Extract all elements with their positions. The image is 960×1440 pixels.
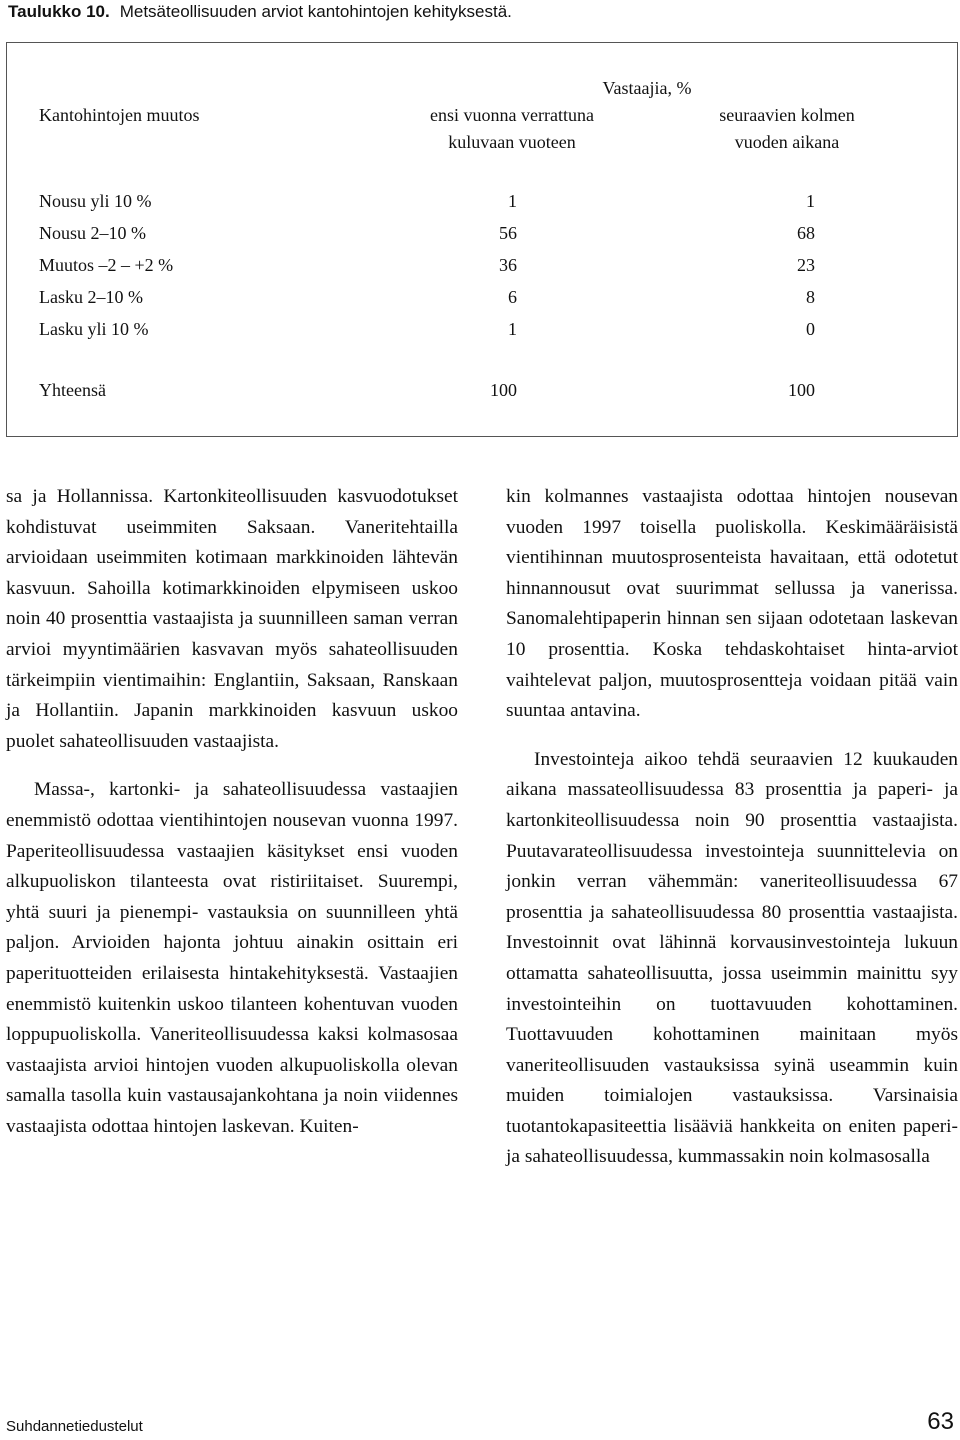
price-expectations-table	[6, 42, 958, 437]
row-label: Muutos –2 – +2 %	[39, 255, 174, 275]
left-text-column	[6, 482, 458, 1142]
cell-three-years: 68	[797, 223, 815, 243]
cell-three-years: 8	[806, 287, 815, 307]
row-label: Lasku yli 10 %	[39, 319, 149, 339]
table-caption	[8, 2, 948, 22]
table-title: Metsäteollisuuden arviot kantohintojen kehityksestä.	[119, 2, 512, 21]
publication-name: Suhdannetiedustelut	[6, 1418, 143, 1435]
cell-three-years: 1	[806, 191, 815, 211]
cell-next-year: 1	[508, 191, 517, 211]
col-header-three-years-line2: vuoden aikana	[734, 132, 840, 152]
cell-next-year: 1	[508, 319, 517, 339]
row-label: Lasku 2–10 %	[39, 287, 143, 307]
right-text-column	[506, 482, 958, 1173]
col-header-three-years-line1: seuraavien kolmen	[719, 105, 855, 125]
col-header-price-change: Kantohintojen muutos	[39, 105, 200, 125]
respondents-header: Vastaajia, %	[602, 78, 692, 98]
cell-three-years: 0	[806, 319, 815, 339]
col-header-next-year-line1: ensi vuonna verrattuna	[430, 105, 594, 125]
row-label: Nousu 2–10 %	[39, 223, 146, 243]
total-three-years: 100	[788, 380, 815, 400]
total-label: Yhteensä	[39, 380, 106, 400]
right-paragraph-1: kin kolmannes vastaajista odottaa hintojen nousevan vuoden 1997 toisella puoliskolla. Keskimääräisistä vientihinnan muutosprosenteista havaitaan, että odotetut hinnannousut ovat suurimmat sellussa ja vanerissa. Sanomalehtipaperin hinnan sen sijaan odotetaan laskevan 10 prosenttia. Koska tehdaskohtaiset hinta-arviot vaihtelevat paljon, muutosprosentteja voidaan pitää vain suuntaa antavina.	[506, 486, 958, 722]
cell-next-year: 6	[508, 287, 517, 307]
left-paragraph-1: sa ja Hollannissa. Kartonkiteollisuuden kasvuodotukset kohdistuvat useimmiten Saksaan. Vaneritehtailla arvioidaan useimmiten kotimaan markkinoiden lähtevän kasvuun. Sahoilla kotimarkkinoiden elpymiseen uskoo noin 40 prosenttia vastaajista ja suunnilleen saman verran arvioi myyntimäärien kasvavan myös sahateollisuuden tärkeimpiin vientimaihin: Englantiin, Saksaan, Ranskaan ja Hollantiin. Japanin markkinoiden kasvuun uskoo puolet sahateollisuuden vastaajista.	[6, 486, 458, 752]
page-number: 63	[927, 1408, 954, 1435]
left-paragraph-2: Massa-, kartonki- ja sahateollisuudessa vastaajien enemmistö odottaa vientihintojen nousevan vuonna 1997. Paperiteollisuudessa vastaajien käsitykset ensi vuoden alkupuoliskon tilanteesta ovat ristiriitaiset. Suurempi, yhtä suuri ja pienempi- vastauksia on suunnilleen yhtä paljon. Arvioiden hajonta johtuu ainakin osittain eri paperituotteiden erilaisesta hintakehityksestä. Vastaajien enemmistö kuitenkin uskoo tilanteen kohentuvan vuoden loppupuoliskolla. Vaneriteollisuudessa kaksi kolmasosaa vastaajista arvioi hintojen vuoden alkupuoliskolla olevan samalla tasolla kuin vastausajankohtana ja noin viidennes vastaajista odottaa hintojen laskevan. Kuiten-	[6, 779, 458, 1137]
col-header-next-year-line2: kuluvaan vuoteen	[448, 132, 576, 152]
right-paragraph-2: Investointeja aikoo tehdä seuraavien 12 kuukauden aikana massateollisuudessa 83 prosenttia ja paperi- ja kartonkiteollisuudessa noin 90 prosenttia vastaajista. Puutavarateollisuudessa investointeja suunnittelevia on jonkin verran vähemmän: vaneriteollisuudessa 67 prosenttia ja sahateollisuudessa 80 prosenttia vastaajista. Investoinnit ovat lähinnä korvausinvestointeja lukuun ottamatta sahateollisuutta, jossa useimmin mainittu syy investointeihin on tuottavuuden kohottaminen. Tuottavuuden kohottaminen mainitaan myös vaneriteollisuuden vastauksissa syinä useammin kuin muiden toimialojen vastauksissa. Varsinaisia tuotantokapasiteettia lisääviä hankkeita on eniten paperi- ja sahateollisuudessa, kummassakin noin kolmasosalla	[506, 748, 958, 1168]
cell-next-year: 56	[499, 223, 517, 243]
cell-three-years: 23	[797, 255, 815, 275]
total-next-year: 100	[490, 380, 517, 400]
row-label: Nousu yli 10 %	[39, 191, 152, 211]
table-number: Taulukko 10.	[8, 2, 110, 21]
cell-next-year: 36	[499, 255, 517, 275]
